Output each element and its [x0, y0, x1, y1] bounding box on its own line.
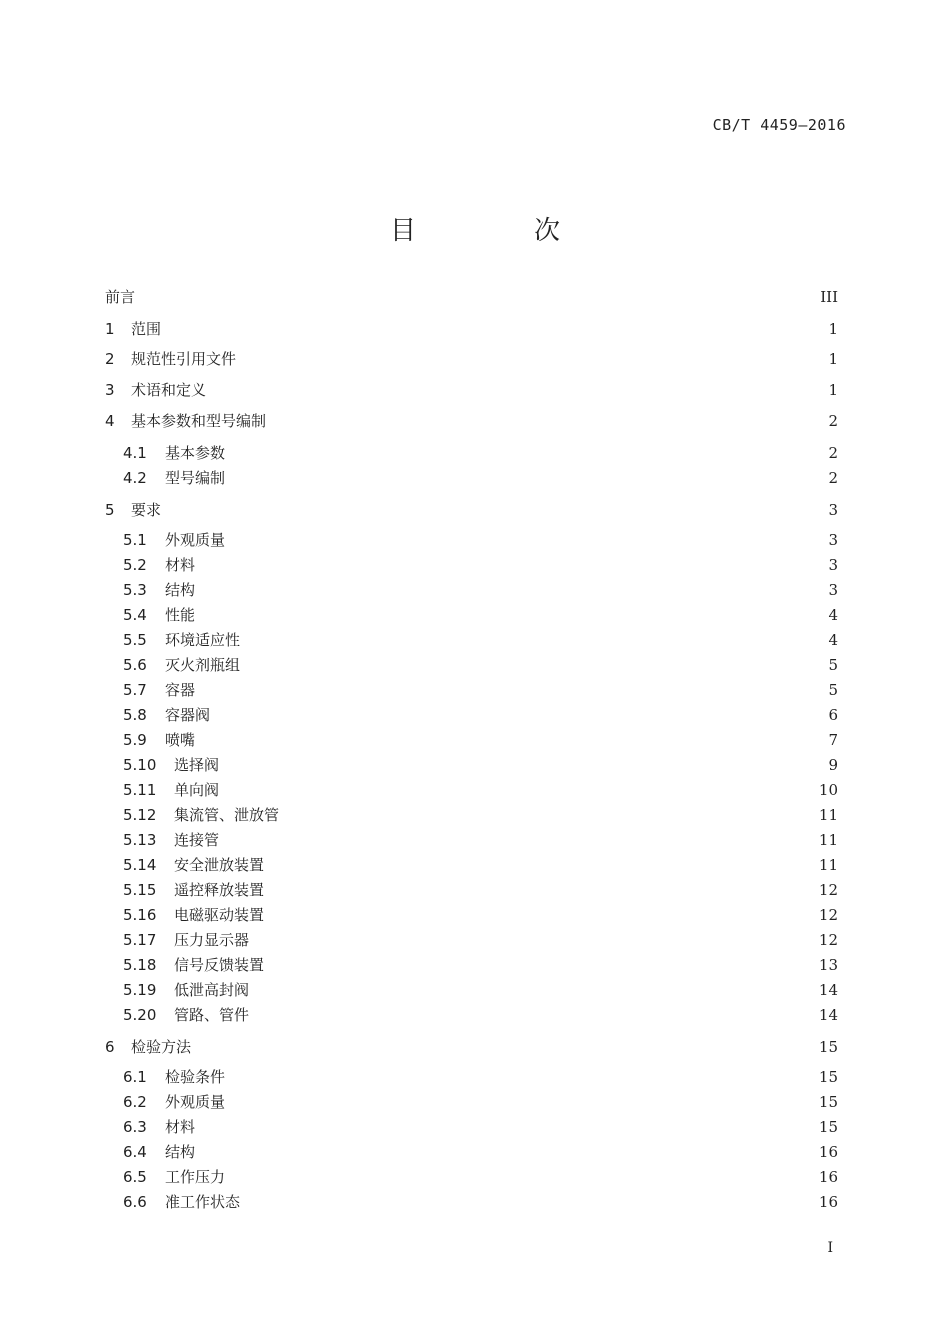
toc-dot-leader [167, 499, 822, 521]
toc-dot-leader [201, 554, 822, 576]
toc-dot-leader [167, 318, 822, 340]
toc-entry[interactable] [123, 829, 838, 851]
toc-entry[interactable] [123, 804, 838, 826]
toc-entry-page: 11 [818, 831, 838, 849]
toc-dot-leader [270, 854, 813, 876]
toc-entry[interactable] [123, 529, 838, 551]
toc-entry[interactable] [105, 348, 838, 370]
toc-entry-page: 1 [828, 320, 838, 338]
toc-entry-number: 5 [105, 501, 115, 519]
toc-entry-title: 集流管、泄放管 [174, 806, 280, 824]
toc-entry-page: 16 [818, 1193, 838, 1211]
page-title: 目 次 [389, 216, 606, 246]
toc-dot-leader [246, 654, 822, 676]
toc-entry-number: 5.1 [123, 531, 147, 549]
toc-entry-number: 5.19 [123, 981, 157, 999]
toc-entry[interactable] [123, 979, 838, 1001]
toc-entry-number: 5.8 [123, 706, 147, 724]
toc-entry-title: 容器 [165, 681, 196, 699]
toc-entry-title: 连接管 [174, 831, 220, 849]
toc-entry-title: 术语和定义 [131, 381, 207, 399]
toc-entry-number: 5.12 [123, 806, 157, 824]
toc-entry-number: 4 [105, 412, 115, 430]
toc-entry-title: 检验方法 [131, 1038, 192, 1056]
toc-entry-title: 电磁驱动装置 [174, 906, 265, 924]
toc-dot-leader [201, 579, 822, 601]
toc-entry-number: 5.16 [123, 906, 157, 924]
toc-entry-title: 范围 [131, 320, 162, 338]
toc-dot-leader [272, 410, 822, 432]
toc-entry[interactable] [123, 554, 838, 576]
toc-entry[interactable] [123, 854, 838, 876]
toc-entry[interactable] [123, 1004, 838, 1026]
toc-entry-number: 5.13 [123, 831, 157, 849]
toc-entry-page: 3 [828, 501, 838, 519]
toc-entry-title: 型号编制 [165, 469, 226, 487]
toc-entry-number: 5.10 [123, 756, 157, 774]
toc-entry-page: 12 [818, 881, 838, 899]
toc-entry-page: 12 [818, 931, 838, 949]
toc-entry-title: 结构 [165, 581, 196, 599]
toc-entry-page: 13 [818, 956, 838, 974]
toc-dot-leader [231, 467, 822, 489]
toc-entry-page: 14 [818, 981, 838, 999]
toc-entry-title: 喷嘴 [165, 731, 196, 749]
toc-dot-leader [231, 1166, 813, 1188]
toc-entry-page: 2 [828, 444, 838, 462]
toc-dot-leader [255, 979, 813, 1001]
toc-entry-page: 16 [818, 1168, 838, 1186]
toc-dot-leader [201, 604, 822, 626]
toc-entry-number: 6.2 [123, 1093, 147, 1111]
toc-entry-number: 5.6 [123, 656, 147, 674]
toc-entry-number: 5.17 [123, 931, 157, 949]
toc-entry-page: 1 [828, 381, 838, 399]
toc-dot-leader [270, 954, 813, 976]
toc-entry-title: 检验条件 [165, 1068, 226, 1086]
toc-entry-page: 14 [818, 1006, 838, 1024]
toc-entry-page: III [820, 288, 838, 306]
toc-dot-leader [231, 1066, 813, 1088]
toc-dot-leader [225, 754, 822, 776]
toc-entry-number: 5.2 [123, 556, 147, 574]
toc-entry-title: 灭火剂瓶组 [165, 656, 241, 674]
toc-entry-title: 低泄高封阀 [174, 981, 250, 999]
toc-entry-number: 5.20 [123, 1006, 157, 1024]
toc-entry[interactable] [105, 318, 838, 340]
toc-entry-title: 选择阀 [174, 756, 220, 774]
toc-entry[interactable] [123, 579, 838, 601]
toc-entry-page: 11 [818, 856, 838, 874]
toc-entry[interactable] [105, 1036, 838, 1058]
page-number: I [827, 1240, 833, 1256]
toc-entry-title: 材料 [165, 556, 196, 574]
toc-dot-leader [285, 804, 813, 826]
toc-entry-title: 环境适应性 [165, 631, 241, 649]
toc-entry-number: 6.1 [123, 1068, 147, 1086]
toc-entry-page: 15 [818, 1118, 838, 1136]
toc-entry-number: 6.6 [123, 1193, 147, 1211]
toc-entry[interactable] [123, 442, 838, 464]
toc-entry-title: 材料 [165, 1118, 196, 1136]
toc-entry[interactable] [123, 879, 838, 901]
toc-entry-page: 5 [828, 656, 838, 674]
toc-entry[interactable] [105, 286, 838, 308]
toc-entry-number: 4.1 [123, 444, 147, 462]
toc-entry[interactable] [123, 1166, 838, 1188]
toc-entry[interactable] [123, 654, 838, 676]
toc-dot-leader [197, 1036, 813, 1058]
toc-entry[interactable] [123, 729, 838, 751]
toc-entry-title: 遥控释放装置 [174, 881, 265, 899]
toc-entry[interactable] [123, 904, 838, 926]
toc-dot-leader [270, 879, 813, 901]
toc-dot-leader [255, 929, 813, 951]
toc-entry-page: 2 [828, 412, 838, 430]
toc-entry-title: 容器阀 [165, 706, 211, 724]
toc-entry-page: 16 [818, 1143, 838, 1161]
toc-entry[interactable] [105, 499, 838, 521]
toc-entry-title: 基本参数和型号编制 [131, 412, 267, 430]
toc-entry-page: 6 [828, 706, 838, 724]
toc-entry[interactable] [123, 1116, 838, 1138]
toc-entry-page: 9 [828, 756, 838, 774]
toc-dot-leader [231, 442, 822, 464]
toc-entry-number: 5.15 [123, 881, 157, 899]
toc-entry-page: 4 [828, 606, 838, 624]
toc-entry[interactable] [123, 1091, 838, 1113]
toc-entry-title: 结构 [165, 1143, 196, 1161]
toc-entry-number: 6.4 [123, 1143, 147, 1161]
toc-dot-leader [201, 1116, 813, 1138]
toc-entry-title: 信号反馈装置 [174, 956, 265, 974]
toc-dot-leader [242, 348, 822, 370]
toc-entry[interactable] [123, 1141, 838, 1163]
toc-entry-number: 5.7 [123, 681, 147, 699]
toc-entry-page: 5 [828, 681, 838, 699]
toc-dot-leader [270, 904, 813, 926]
toc-entry[interactable] [123, 1191, 838, 1213]
toc-entry-number: 6 [105, 1038, 115, 1056]
toc-dot-leader [231, 529, 822, 551]
toc-dot-leader [231, 1091, 813, 1113]
toc-entry-page: 7 [828, 731, 838, 749]
toc-entry[interactable] [123, 467, 838, 489]
toc-entry-number: 5.3 [123, 581, 147, 599]
toc-entry-number: 6.3 [123, 1118, 147, 1136]
toc-entry[interactable] [123, 954, 838, 976]
toc-entry-title: 性能 [165, 606, 196, 624]
toc-dot-leader [246, 1191, 813, 1213]
toc-dot-leader [216, 704, 822, 726]
toc-entry-number: 5.14 [123, 856, 157, 874]
toc-entry-page: 10 [818, 781, 838, 799]
toc-entry-number: 5.9 [123, 731, 147, 749]
toc-entry-number: 6.5 [123, 1168, 147, 1186]
toc-entry[interactable] [123, 704, 838, 726]
toc-entry-number: 5.18 [123, 956, 157, 974]
toc-entry-number: 5.4 [123, 606, 147, 624]
toc-dot-leader [141, 286, 814, 308]
toc-entry[interactable] [123, 604, 838, 626]
toc-dot-leader [225, 829, 813, 851]
toc-entry-page: 12 [818, 906, 838, 924]
toc-entry-number: 4.2 [123, 469, 147, 487]
toc-dot-leader [201, 729, 822, 751]
toc-dot-leader [246, 629, 822, 651]
toc-entry-title: 单向阀 [174, 781, 220, 799]
toc-entry-number: 5.5 [123, 631, 147, 649]
toc-entry[interactable] [123, 779, 838, 801]
toc-dot-leader [212, 379, 822, 401]
toc-dot-leader [225, 779, 813, 801]
toc-entry-title: 管路、管件 [174, 1006, 250, 1024]
toc-entry[interactable] [105, 379, 838, 401]
toc-entry[interactable] [123, 754, 838, 776]
toc-entry-number: 2 [105, 350, 115, 368]
toc-entry-title: 压力显示器 [174, 931, 250, 949]
toc-entry-page: 3 [828, 556, 838, 574]
toc-entry[interactable] [123, 679, 838, 701]
toc-entry-number: 1 [105, 320, 115, 338]
toc-entry-page: 15 [818, 1068, 838, 1086]
toc-dot-leader [255, 1004, 813, 1026]
toc-entry-page: 15 [818, 1093, 838, 1111]
toc-entry-page: 11 [818, 806, 838, 824]
toc-entry-number: 5.11 [123, 781, 157, 799]
toc-entry[interactable] [105, 410, 838, 432]
toc-entry-title: 外观质量 [165, 531, 226, 549]
standard-code: CB/T 4459—2016 [712, 116, 846, 134]
toc-entry-title: 前言 [105, 288, 136, 306]
toc-entry-title: 要求 [131, 501, 162, 519]
toc-entry-title: 基本参数 [165, 444, 226, 462]
toc-entry-title: 安全泄放装置 [174, 856, 265, 874]
toc-entry-page: 15 [818, 1038, 838, 1056]
toc-entry-title: 规范性引用文件 [131, 350, 237, 368]
toc-entry-page: 3 [828, 581, 838, 599]
toc-entry-number: 3 [105, 381, 115, 399]
toc-dot-leader [201, 1141, 813, 1163]
toc-entry[interactable] [123, 929, 838, 951]
toc-entry[interactable] [123, 1066, 838, 1088]
toc-entry-page: 2 [828, 469, 838, 487]
toc-dot-leader [201, 679, 822, 701]
toc-entry-page: 4 [828, 631, 838, 649]
toc-entry-page: 1 [828, 350, 838, 368]
toc-entry-title: 准工作状态 [165, 1193, 241, 1211]
toc-entry-page: 3 [828, 531, 838, 549]
toc-entry-title: 工作压力 [165, 1168, 226, 1186]
toc-entry-title: 外观质量 [165, 1093, 226, 1111]
toc-entry[interactable] [123, 629, 838, 651]
